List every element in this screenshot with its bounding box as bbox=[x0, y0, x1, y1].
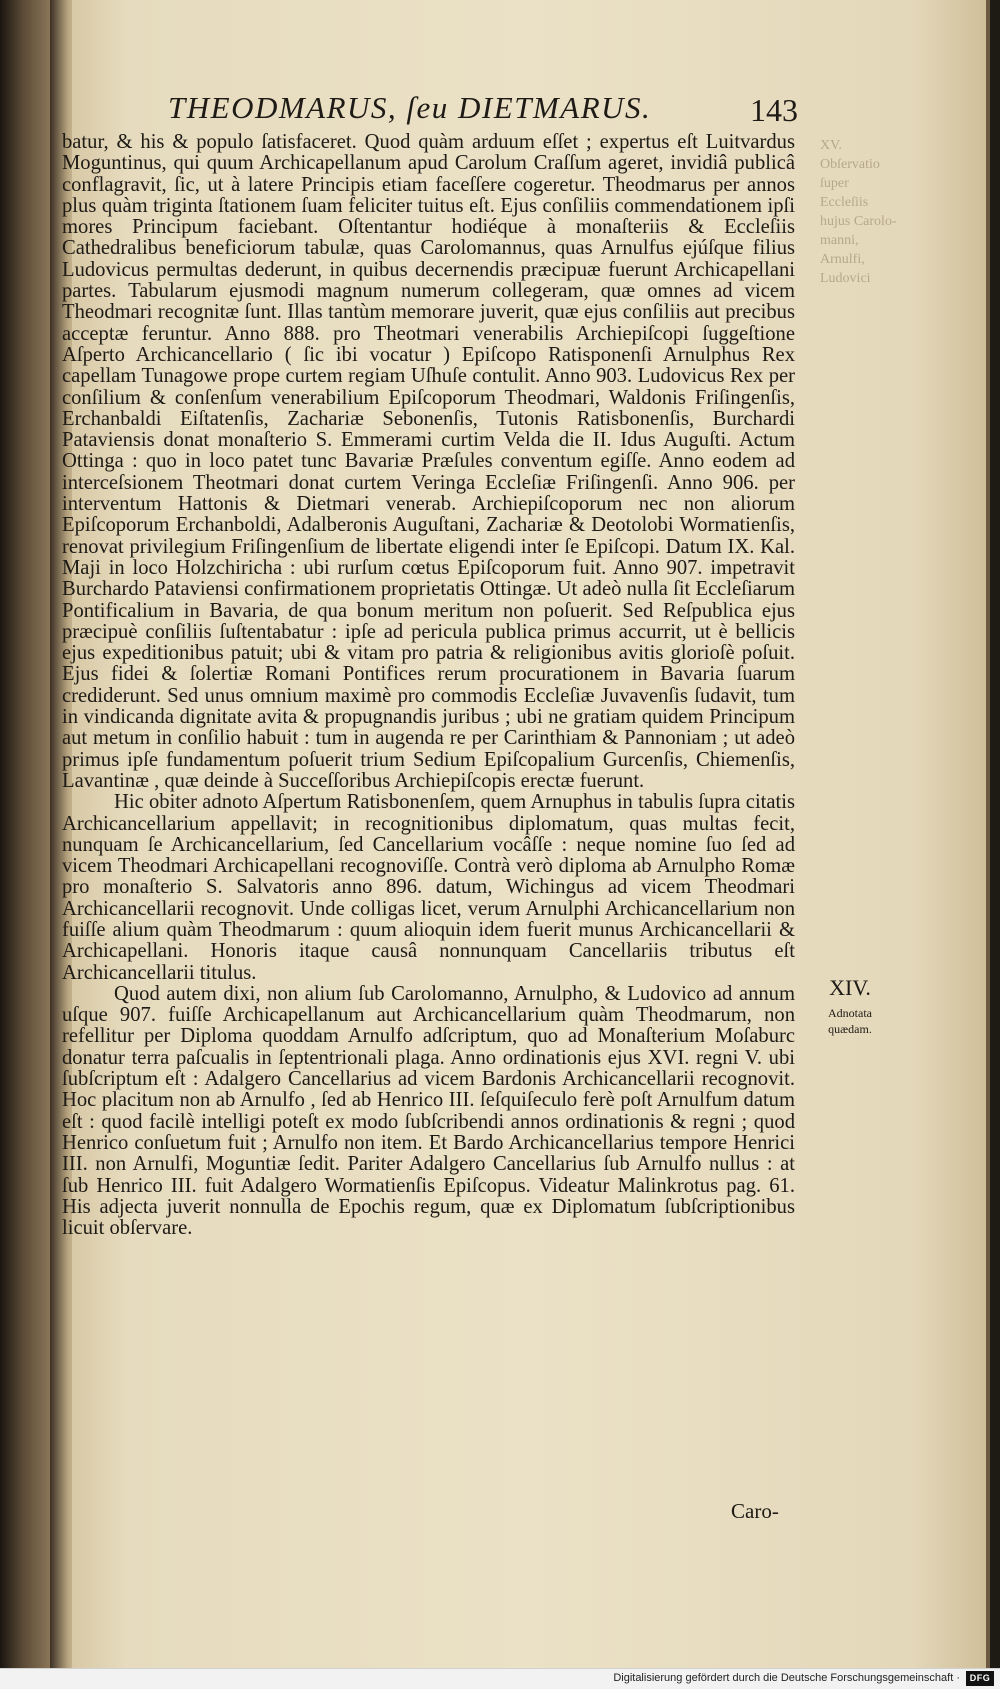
body-text bbox=[62, 132, 795, 1239]
margin-note bbox=[808, 975, 892, 1037]
funding-credit: Digitalisierung gefördert durch die Deutsche Forschungsgemeinschaft · bbox=[613, 1672, 960, 1684]
dfg-logo-icon: DFG bbox=[966, 1671, 994, 1686]
running-head: THEODMARUS, ſeu DIETMARUS. bbox=[168, 90, 652, 125]
margin-numeral: XIV. bbox=[829, 975, 871, 1000]
facing-page-edge bbox=[0, 0, 50, 1668]
catchword: Caro- bbox=[731, 1499, 779, 1523]
page-number: 143 bbox=[750, 92, 798, 128]
paragraph-1: batur, & his & populo ſatisfaceret. Quod quàm arduum eſſet ; expertus eſt Luitvardus Moguntinus, qui quum Archicapellanum apud Carolum Craſſum ageret, invidiâ publicâ conflagravit, ſic, ut à latere Principis etiam faceſſere cogeretur. Theodmarus per annos plus quàm triginta ſtationem ſuam feliciter tuitus eſt. Ejus conſiliis commendationem ipſi mores Principum faciebant. Oſtentantur hodiéque à monaſteriis & Eccleſiis Cathedralibus beneficiorum tabulæ, quas Carolomannus, quas Arnulfus ejúſque filius Ludovicus permultas dederunt, in quibus decernendis præcipuæ fuerunt Archicapellani partes. Tabularum ejusmodi magnum numerum collegeram, quæ omnes ad vicem Theodmari recognitæ ſunt. Illas tantùm memorare juverit, quæ ejus conſiliis aut precibus acceptæ feruntur. Anno 888. pro Theotmari venerabilis Archiepiſcopi ſuggeſtione Aſperto Archicancellario ( ſic ibi vocatur ) Epiſcopo Ratisponenſi Arnulphus Rex capellam Tunagowe prope curtem regiam Uſhuſe contulit. Anno 903. Ludovicus Rex per conſilium & conſenſum venerabilium Epiſcoporum Theodmari, Waldonis Friſingenſis, Erchanbaldi Eiſtatenſis, Zachariæ Sebonenſis, Tutonis Ratisbonenſis, Burchardi Pataviensis donat monaſterio S. Emmerami curtim Velda die II. Idus Auguſti. Actum Ottinga : quo in loco patet tunc Bavariæ Præſules conventum egiſſe. Anno eodem ad interceſsionem Theotmari donat curtem Veringa Eccleſiæ Friſingenſi. Anno 906. per interventum Hattonis & Dietmari venerab. Archiepiſcoporum nec non aliorum Epiſcoporum Erchanboldi, Adalberonis Auguſtani, Zachariæ & Deotolobi Wormatienſis, renovat privilegium Friſingenſium de libertate eligendi inter ſe Epiſcopi. Datum IX. Kal. Maji in loco Holzchiricha : ubi rurſum cœtus Epiſcoporum fuit. Anno 907. impetravit Burchardo Pataviensi confirmationem proprietatis Ottingæ. Ut adeò nulla ſit Eccleſiarum Pontificalium in Bavaria, de qua bonum meritum non poſuerit. Sed Reſpublica ejus præcipuè conſiliis ſuſtentabatur : ipſe ad pericula publica primus accurrit, ut è bellicis ejus expeditionibus patuit; ubi & vitam pro patria & religionibus avitis glorioſè poſuit. Ejus fidei & ſolertiæ Romani Pontifices rerum procurationem in Bavaria ſuarum crediderunt. Sed unus omnium maximè pro commodis Eccleſiæ Juvavenſis ſudavit, tum in vindicanda dignitate avita & propugnandis juribus ; ubi ne gratiam quidem Principum aut metum in conſilio habuit : tum in augenda re per Carinthiam & Pannoniam ; ut adeò primus ipſe fundamentum poſuerit trium Sedium Epiſcopalium Gurcenſis, Chiemenſis, Lavantinæ , quæ deinde à Succeſſoribus Archiepiſcopis erectæ fuerunt. bbox=[62, 131, 795, 792]
paragraph-2: Hic obiter adnoto Aſpertum Ratisbonenſem, quem Arnuphus in tabulis ſupra citatis Archicancellarium appellavit; in recognitionibus diplomatum, quas multas fecit, nunquam ſe Archicancellarium, ſed Cancellarium vocâſſe : neque nomine ſuo ſed ad vicem Theodmari Archicapellani recognoviſſe. Contrà verò diploma ab Arnulpho Romæ pro monaſterio S. Salvatoris anno 896. datum, Wichingus ad vicem Theodmari Archicancellarii recognovit. Unde colligas licet, verum Arnulphi Archicancellarium non fuiſſe alium quàm Theodmarum : quum alioquin idem fuerit munus Archicancellarii & Archicapellani. Honoris itaque causâ nonnunquam Cancellariis tributus eſt Archicancellarii titulus. bbox=[62, 791, 795, 984]
bleed-through-margin-note: XV. Obſervatio ſuper Eccleſiis hujus Carolo- manni, Arnulfi, Ludovici bbox=[820, 138, 897, 286]
footer-bar bbox=[0, 1668, 1000, 1689]
margin-label: Adnotata quædam. bbox=[828, 1006, 872, 1036]
paragraph-3: Quod autem dixi, non alium ſub Carolomanno, Arnulpho, & Ludovico ad annum uſque 907. fuiſſe Archicapellanum aut Archicancellarium quàm Theodmarum, non refellitur per Diploma quoddam Arnulfo adſcriptum, quo ad Monaſterium Moſaburc donatur terra paſcualis in ſeptentrionali plaga. Anno ordinationis ejus XVI. regni V. ubi ſubſcriptum eſt : Adalgero Cancellarius ad vicem Bardonis Archicancellarii recognovit. Hoc placitum non ab Arnulfo , ſed ab Henrico III. ſeſquiſeculo ferè poſt Arnulfum datum eſt : quod facilè intelligi poteſt ex modo ſubſcribendi annos ordinationis & regni ; quod Henrico conſuetum fuit ; Arnulfo non item. Et Bardo Archicancellarius tempore Henrici III. non Arnulfi, Moguntiæ ſedit. Pariter Adalgero Cancellarius ſub Arnulfo nullus : at ſub Henrico III. fuit Adalgero Wormatienſis Epiſcopus. Videatur Malinkrotus pag. 61. His adjecta juverit nonnulla de Epochis regum, quæ ex Diplomatum ſubſcriptionibus licuit obſervare. bbox=[62, 982, 795, 1240]
